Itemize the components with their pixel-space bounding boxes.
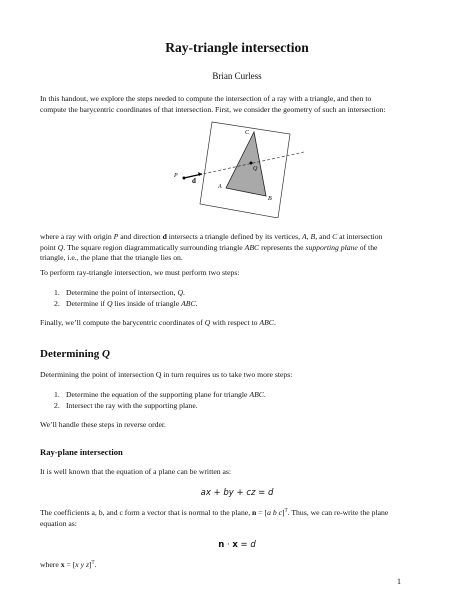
finally-paragraph: Finally, we’ll compute the barycentric coordinates of Q with respect to ABC. [40,318,276,327]
section-heading: Determining Q [40,348,110,360]
triangle-abc [226,132,266,196]
paper-title: Ray-triangle intersection [165,40,309,55]
figure-description [40,232,440,264]
vertex-b-label: B [268,196,272,202]
arrow-head [198,172,202,176]
section-intro: Determining the point of intersection Q in turn requires us to take two more steps: [40,370,293,379]
page-number: 1 [397,577,401,586]
author-name: Brian Curless [212,71,262,81]
description-line-2: point Q. The square region diagrammatically surrounding triangle ABC represents the supporting plane of the [40,242,378,252]
vector-plane-equation: n · x = d [218,540,256,550]
where-x-line: where x = [x y z]$^T$. [40,560,97,569]
reverse-order-note: We’ll handle these steps in reverse order. [40,420,166,429]
intro-line-1: In this handout, we explore the steps needed to compute the intersection of a ray with a triangle, and then to [40,94,372,103]
steps-list [54,288,434,309]
intersection-point [250,162,253,165]
step-item: 1. Determine the point of intersection, Q. [54,288,185,297]
description-line-3: triangle, i.e., the plane that the triangle lies on. [40,253,183,262]
coefficients-line-2: equation as: [40,518,77,528]
description-line-1: where a ray with origin P and direction d intersects a triangle defined by its vertices, A, B, and C at intersection [40,232,383,241]
ray-origin-point [183,177,186,180]
vertex-c-label: C [245,130,250,136]
subsection-heading: Ray-plane intersection [40,447,123,457]
substeps-list [54,390,434,411]
intro-line-2: compute the barycentric coordinates of that intersection. First, we consider the geometry of such an intersection: [40,104,386,114]
coefficients-paragraph [40,508,440,529]
coefficients-line-1: The coefficients a, b, and c form a vector that is normal to the plane, n = [a b c]$^T$. Thus, we can re-write the plane [40,508,389,517]
steps-intro: To perform ray-triangle intersection, we must perform two steps: [40,268,240,277]
substep-item: 1. Determine the equation of the supporting plane for triangle ABC. [54,390,266,399]
substep-item: 2. Intersect the ray with the supporting plane. [54,400,198,410]
step-item: 2. Determine if Q lies inside of triangle ABC. [54,298,198,308]
ray-triangle-figure [160,118,320,218]
plane-intro: It is well known that the equation of a plane can be written as: [40,467,232,476]
plane-equation: ax + by + cz = d [200,488,274,498]
intro-paragraph [40,94,440,115]
origin-p-label: P [174,173,178,179]
vertex-a-label: A [218,184,222,190]
point-q-label: Q [253,166,258,172]
direction-d-label: d [192,177,196,185]
